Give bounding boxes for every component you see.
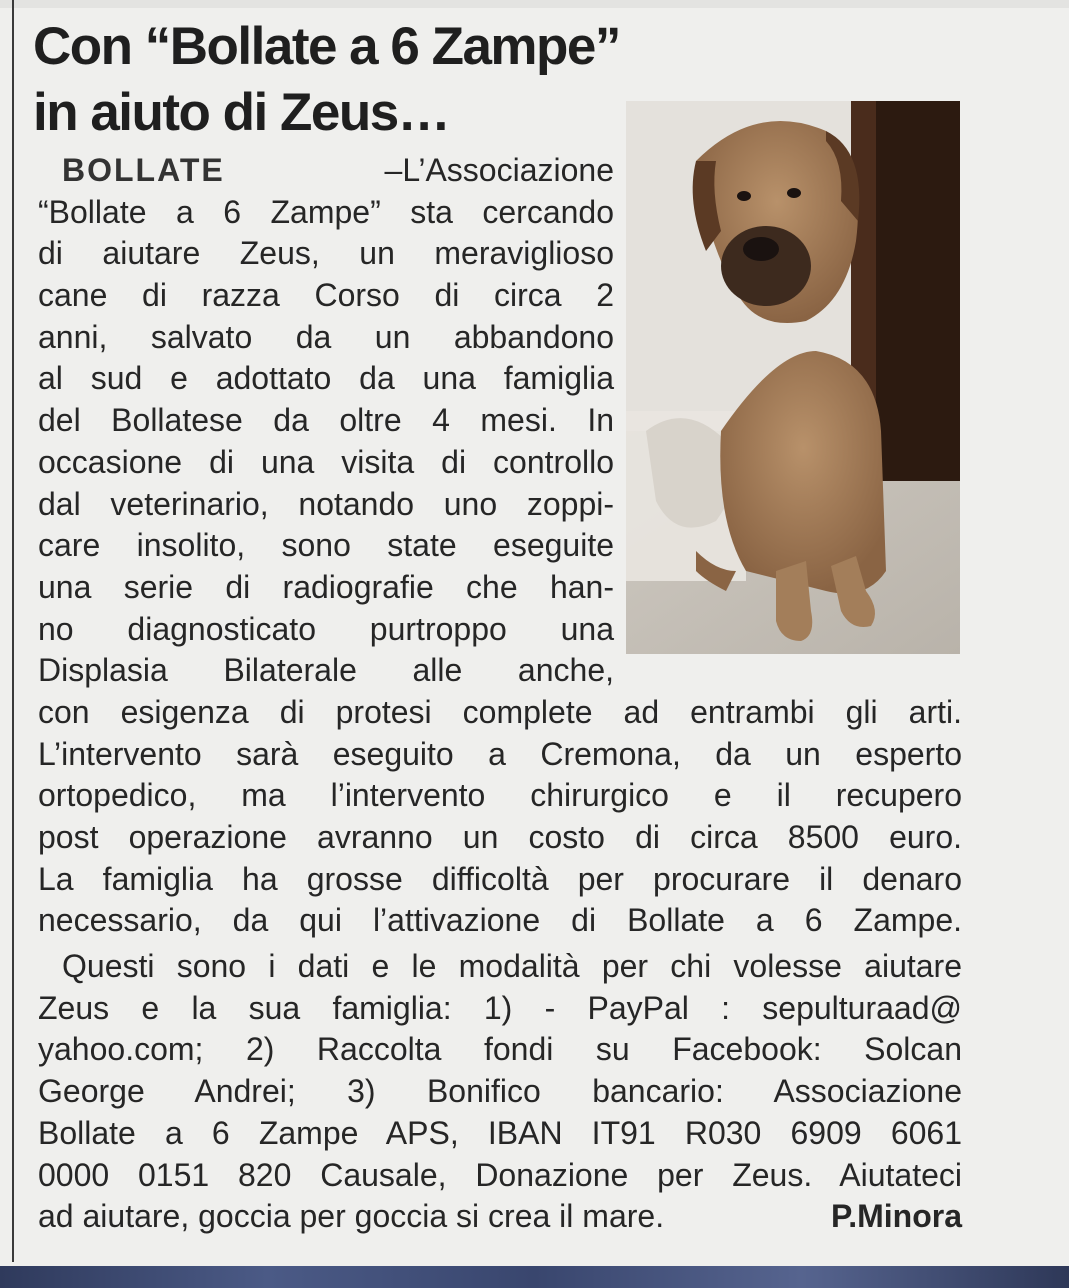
text-line: “Bollate a 6 Zampe” sta cercando [38, 193, 614, 230]
next-article-edge [0, 1266, 1069, 1288]
text-line: care insolito, sono state eseguite [38, 527, 614, 564]
text-line: Displasia Bilaterale alle anche, [38, 652, 614, 689]
text-line: con esigenza di protesi complete ad entrambi gli arti. [38, 693, 962, 730]
text-line: occasione di una visita di controllo [38, 443, 614, 480]
text-line: anni, salvato da un abbandono [38, 318, 614, 355]
article-body [38, 150, 962, 1238]
column-rule [12, 0, 14, 1262]
text-line: Bollate a 6 Zampe APS, IBAN IT91 R030 6909 6061 [38, 1114, 962, 1151]
author-byline: P.Minora [831, 1198, 962, 1235]
text-line: necessario, da qui l’attivazione di Bollate a 6 Zampe. [38, 902, 962, 939]
text-line: ortopedico, ma l’intervento chirurgico e il recupero [38, 777, 962, 814]
text-line-fragment: –L’Associazione [384, 152, 614, 188]
text-line: dal veterinario, notando uno zoppi- [38, 485, 614, 522]
text-line: 0000 0151 820 Causale, Donazione per Zeus. Aiutateci [38, 1156, 962, 1193]
headline-line-1: Con “Bollate a 6 Zampe” [33, 17, 620, 76]
text-line: La famiglia ha grosse difficoltà per procurare il denaro [38, 860, 962, 897]
text-line: al sud e adottato da una famiglia [38, 360, 614, 397]
text-line: una serie di radiografie che han- [38, 568, 614, 605]
text-line: L’intervento sarà eseguito a Cremona, da un esperto [38, 735, 962, 772]
kicker: BOLLATE [62, 152, 225, 188]
text-line: yahoo.com; 2) Raccolta fondi su Facebook: Solcan [38, 1031, 962, 1068]
text-line: George Andrei; 3) Bonifico bancario: Associazione [38, 1073, 962, 1110]
text-line-fragment: ad aiutare, goccia per goccia si crea il mare. [38, 1198, 665, 1235]
text-line: cane di razza Corso di circa 2 [38, 277, 614, 314]
text-line [38, 150, 614, 192]
text-line: Questi sono i dati e le modalità per chi volesse aiutare [62, 948, 962, 985]
text-line [38, 1196, 962, 1238]
text-line: del Bollatese da oltre 4 mesi. In [38, 402, 614, 439]
text-line: di aiutare Zeus, un meraviglioso [38, 235, 614, 272]
text-line: post operazione avranno un costo di circa 8500 euro. [38, 819, 962, 855]
headline-line-2: in aiuto di Zeus… [33, 83, 450, 142]
text-line: Zeus e la sua famiglia: 1) - PayPal : sepulturaad@ [38, 989, 962, 1026]
text-line: no diagnosticato purtroppo una [38, 610, 614, 647]
page-edge-top [0, 0, 1069, 8]
